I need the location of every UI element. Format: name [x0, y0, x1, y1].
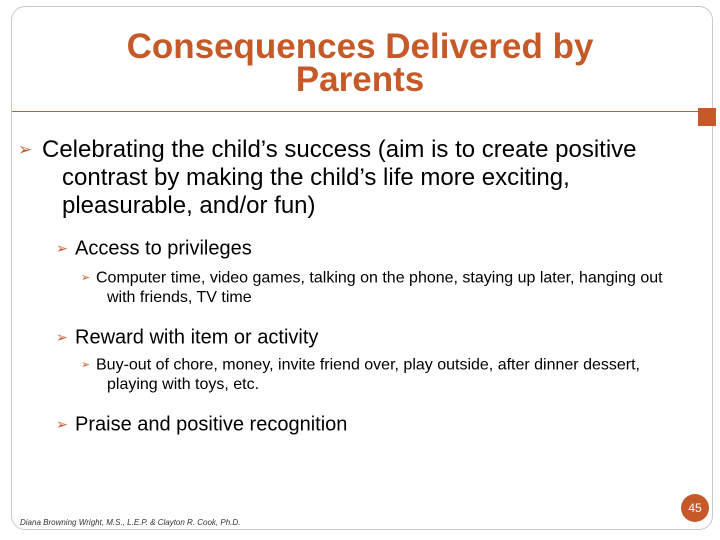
- sub-bullet-label: Reward with item or activity: [75, 326, 319, 349]
- page-number-badge: 45: [681, 494, 709, 522]
- sub-bullet-privileges: ➢ Access to privileges: [56, 237, 252, 260]
- detail-bullet-text: Buy-out of chore, money, invite friend over, play outside, after dinner dessert, playing with toys, etc.: [96, 356, 640, 394]
- detail-bullet-privileges: ➢ Computer time, video games, talking on the phone, staying up later, hanging out with friends, TV time: [81, 269, 663, 307]
- main-bullet: ➢ Celebrating the child’s success (aim is to create positive contrast by making the child’s life more exciting, pleasurable, and/or fun): [18, 136, 637, 220]
- sub-bullet-reward: ➢ Reward with item or activity: [56, 326, 319, 349]
- slide-footer: Diana Browning Wright, M.S., L.E.P. & Clayton R. Cook, Ph.D.: [20, 518, 241, 527]
- slide-title: Consequences Delivered by Parents: [126, 27, 594, 99]
- main-bullet-text: Celebrating the child’s success (aim is to create positive contrast by making the child’s life more exciting, pleasurable, and/or fun): [42, 136, 637, 220]
- sub-bullet-label: Access to privileges: [75, 237, 252, 260]
- detail-bullet-text: Computer time, video games, talking on the phone, staying up later, hanging out with friends, TV time: [96, 269, 663, 307]
- detail-bullet-reward: ➢ Buy-out of chore, money, invite friend over, play outside, after dinner dessert, playing with toys, etc.: [81, 356, 640, 394]
- title-divider: [12, 111, 712, 112]
- divider-tab: [698, 108, 716, 126]
- sub-bullet-praise: ➢ Praise and positive recognition: [56, 413, 348, 436]
- sub-bullet-label: Praise and positive recognition: [75, 413, 348, 436]
